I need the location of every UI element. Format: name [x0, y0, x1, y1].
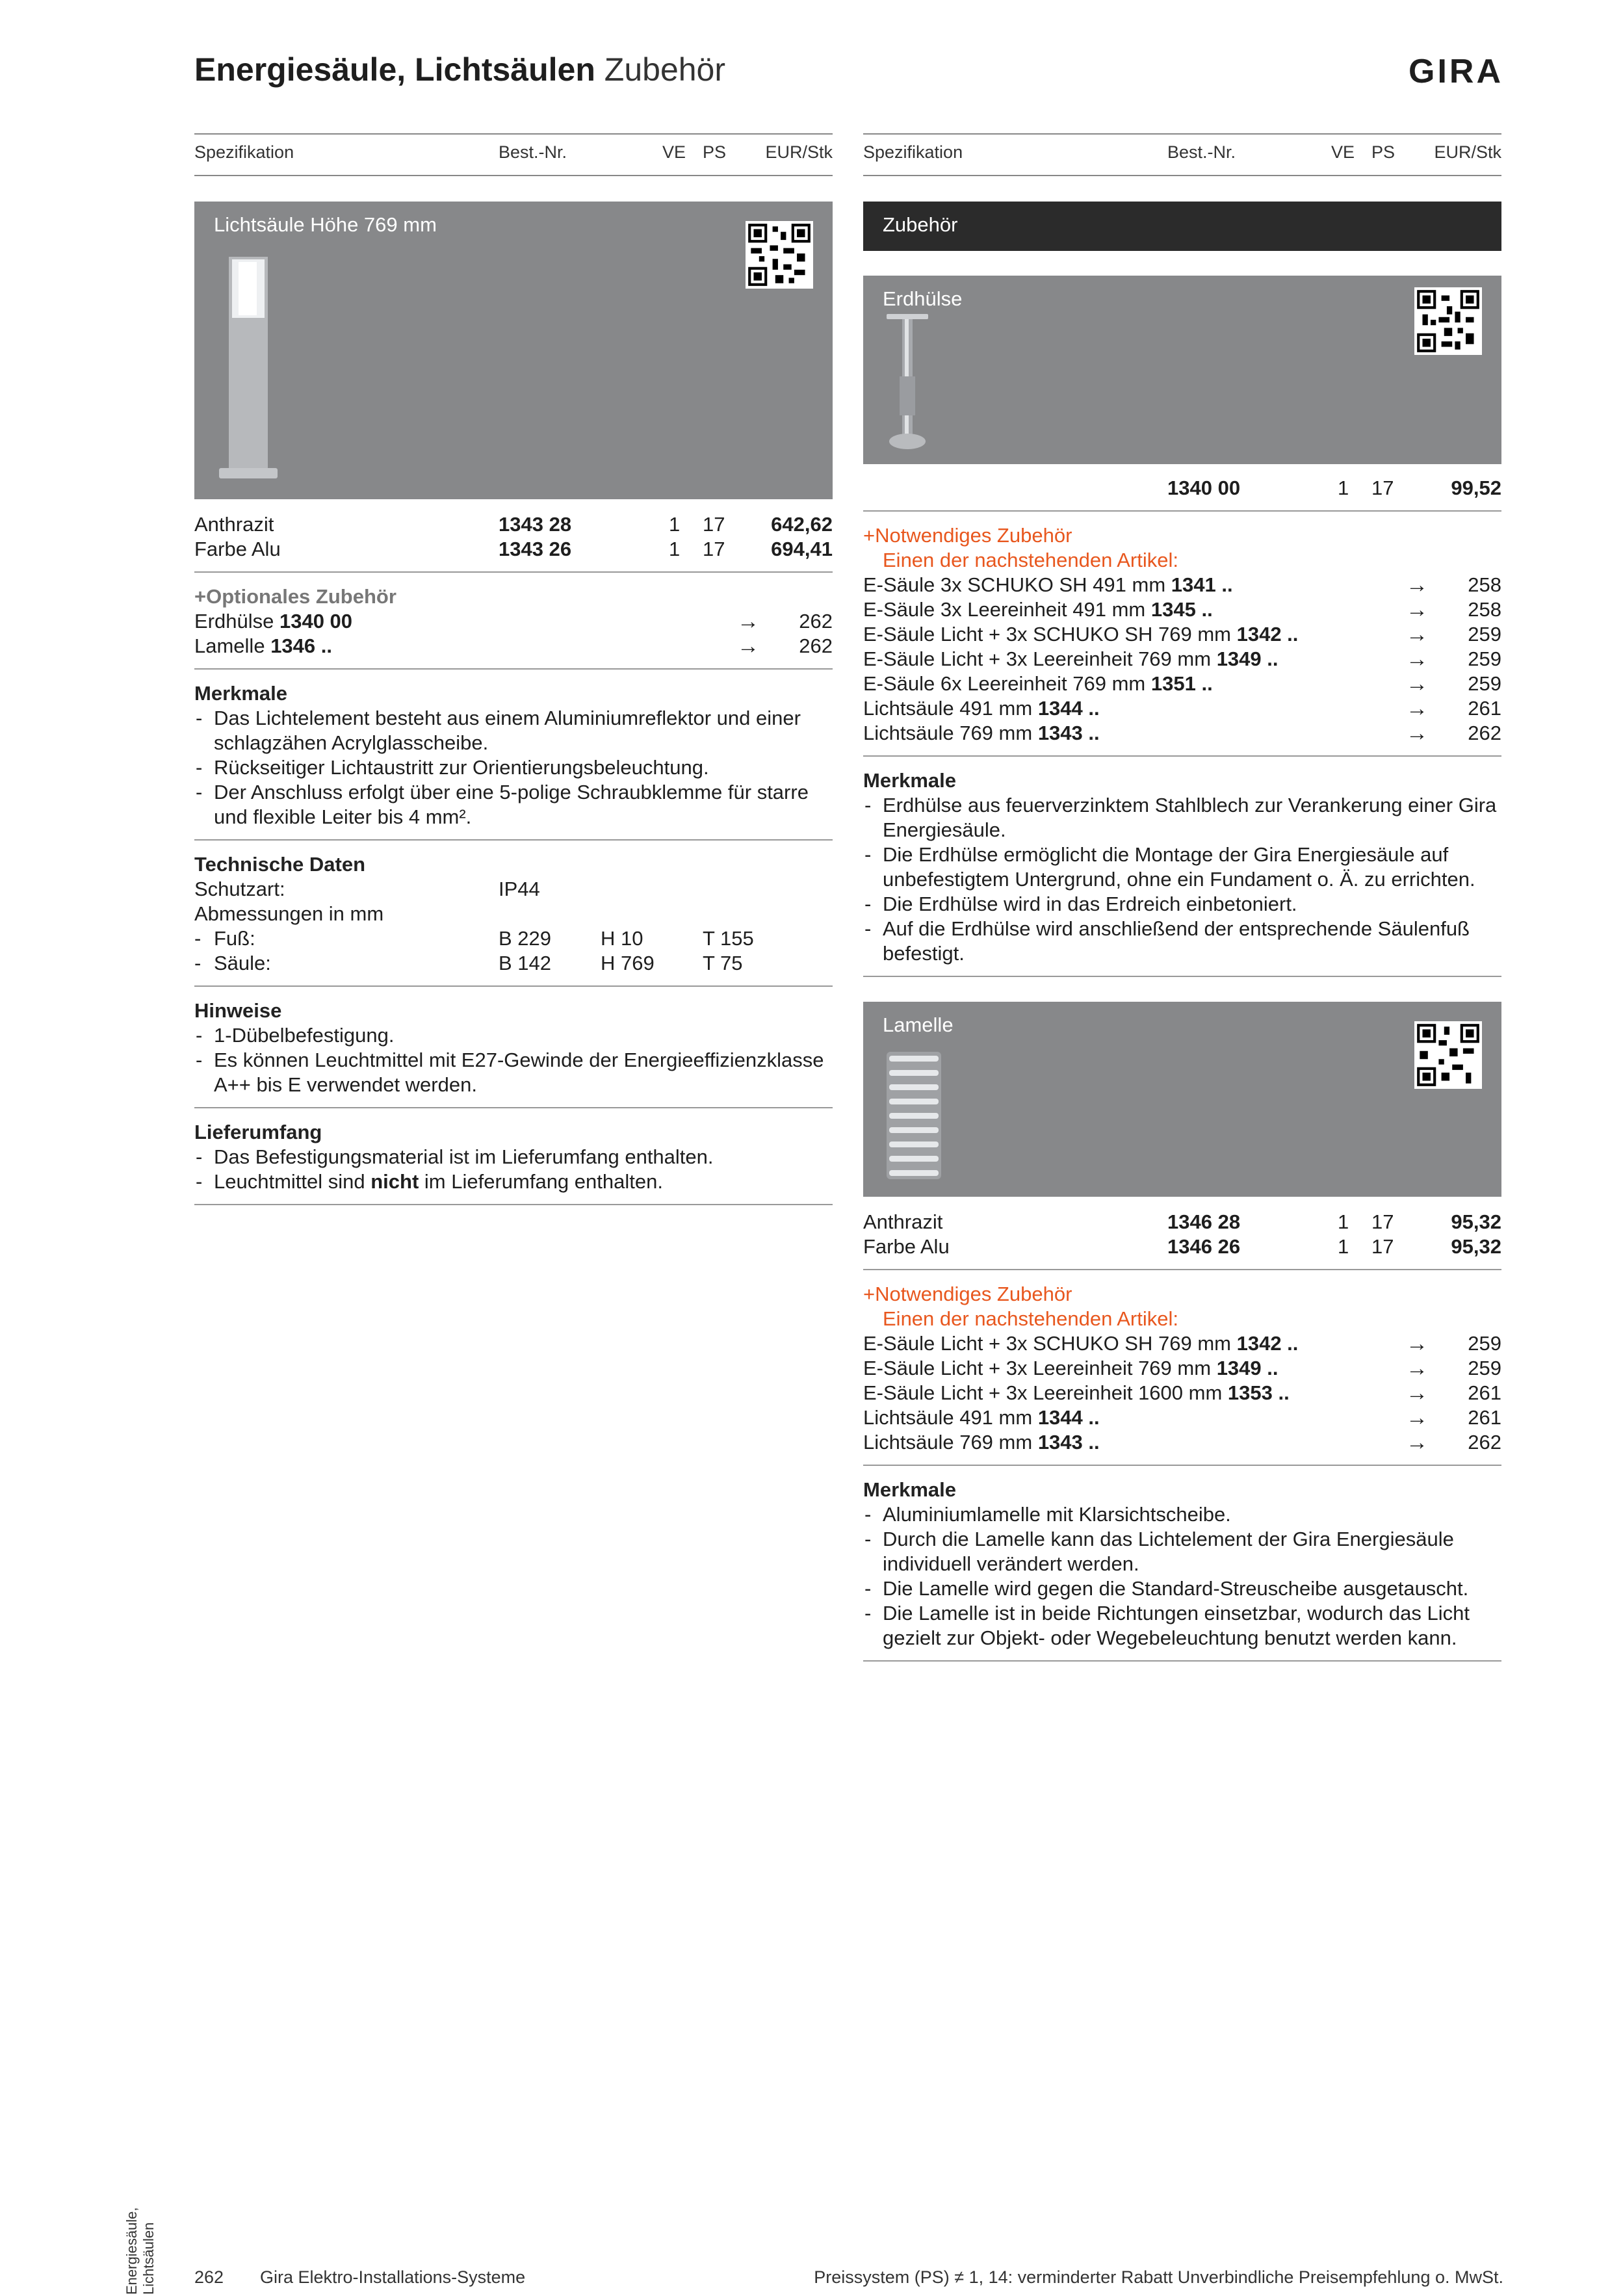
left-content — [194, 202, 833, 1217]
divider — [863, 510, 1501, 512]
list-item: - Der Anschluss erfolgt über eine 5-polige Schraubklemme für starre und flexible Leiter bis 4 mm². — [194, 780, 833, 829]
list-item: - Die Erdhülse wird in das Erdreich einbetoniert. — [863, 892, 1501, 917]
arrow-right-icon: → — [1406, 672, 1428, 696]
needed-item[interactable]: Lichtsäule 769 mm 1343 .. → 262 — [863, 721, 1501, 746]
erdhuelse-image — [883, 311, 935, 461]
col-best: Best.-Nr. — [499, 142, 567, 162]
qr-code-icon[interactable] — [1414, 287, 1482, 355]
needed-sub: Einen der nachstehenden Artikel: — [883, 549, 1178, 571]
list-item: - Rückseitiger Lichtaustritt zur Orientierungsbeleuchtung. — [194, 755, 833, 780]
list-item: - Es können Leuchtmittel mit E27-Gewinde der Energieeffizienzklasse A++ bis E verwendet werden. — [194, 1048, 833, 1097]
panel-title: Lichtsäule Höhe 769 mm — [214, 213, 437, 236]
needed-item[interactable]: E-Säule Licht + 3x Leereinheit 769 mm 1349 .. → 259 — [863, 647, 1501, 672]
arrow-right-icon: → — [1406, 1405, 1428, 1430]
gira-logo: GIRA — [1409, 53, 1503, 90]
tech-row: - Fuß: B 229 H 10 T 155 — [194, 927, 754, 950]
tech-row: Schutzart: IP44 — [194, 878, 540, 900]
merkmale-heading: Merkmale — [194, 682, 288, 705]
page-title — [194, 51, 725, 88]
column-header: Spezifikation Best.-Nr. VE PS EUR/Stk — [863, 142, 1501, 162]
divider — [194, 1107, 833, 1108]
header-rule — [194, 175, 833, 176]
optional-heading: +Optionales Zubehör — [194, 585, 396, 608]
needed-item[interactable]: E-Säule 3x Leereinheit 491 mm 1345 .. → 258 — [863, 597, 1501, 622]
divider — [194, 571, 833, 573]
merkmale-heading: Merkmale — [863, 1478, 957, 1501]
list-item: - Die Lamelle wird gegen die Standard-Streuscheibe ausgetauscht. — [863, 1576, 1501, 1601]
col-spec: Spezifikation — [194, 142, 294, 162]
list-item: - Die Lamelle ist in beide Richtungen einsetzbar, wodurch das Licht gezielt zur Objekt- oder Wegebeleuchtung benutzt werden kann. — [863, 1601, 1501, 1650]
page-title-light: Zubehör — [604, 51, 726, 88]
arrow-right-icon: → — [1406, 622, 1428, 647]
divider — [194, 985, 833, 987]
list-item: - Das Lichtelement besteht aus einem Aluminiumreflektor und einer schlagzähen Acrylglasscheibe. — [194, 706, 833, 755]
tech-row: - Säule: B 142 H 769 T 75 — [194, 952, 743, 974]
arrow-right-icon: → — [737, 634, 759, 659]
liefer-heading: Lieferumfang — [194, 1121, 322, 1143]
arrow-right-icon: → — [1406, 1356, 1428, 1381]
header-rule — [863, 133, 1501, 135]
divider — [194, 668, 833, 670]
product-panel-erdhuelse: Erdhülse — [863, 276, 1501, 464]
needed-list — [863, 573, 1501, 746]
list-item: - Das Befestigungsmaterial ist im Lieferumfang enthalten. — [194, 1145, 833, 1169]
product-row[interactable]: Farbe Alu 1343 26 1 17 694,41 — [194, 538, 833, 560]
needed-item[interactable]: Lichtsäule 491 mm 1344 .. → 261 — [863, 1405, 1501, 1430]
needed-item[interactable]: Lichtsäule 769 mm 1343 .. → 262 — [863, 1430, 1501, 1455]
arrow-right-icon: → — [1406, 647, 1428, 672]
needed-item[interactable]: E-Säule Licht + 3x Leereinheit 1600 mm 1353 .. → 261 — [863, 1381, 1501, 1405]
divider — [194, 839, 833, 841]
optional-row[interactable]: Erdhülse 1340 00 → 262 — [194, 609, 833, 634]
arrow-right-icon: → — [1406, 1381, 1428, 1405]
list-item: - Erdhülse aus feuerverzinktem Stahlblech zur Verankerung einer Gira Energiesäule. — [863, 793, 1501, 842]
side-tab: Energiesäule, Lichtsäulen — [123, 2207, 157, 2295]
col-ps: PS — [703, 142, 727, 162]
tech-heading: Technische Daten — [194, 853, 366, 876]
col-ve: VE — [662, 142, 686, 162]
list-item: - Auf die Erdhülse wird anschließend der entsprechende Säulenfuß befestigt. — [863, 917, 1501, 966]
qr-code-icon[interactable] — [746, 221, 813, 289]
column-header — [194, 142, 833, 168]
page-number: 262 — [194, 2267, 224, 2287]
optional-row[interactable]: Lamelle 1346 .. → 262 — [194, 634, 833, 659]
price-note: Preissystem (PS) ≠ 1, 14: verminderter Rabatt Unverbindliche Preisempfehlung o. MwSt. — [814, 2267, 1503, 2287]
list-item: - Leuchtmittel sind nicht im Lieferumfang enthalten. — [194, 1169, 833, 1194]
header-rule — [863, 175, 1501, 176]
needed-item[interactable]: E-Säule 6x Leereinheit 769 mm 1351 .. → 259 — [863, 672, 1501, 696]
needed-item[interactable]: E-Säule 3x SCHUKO SH 491 mm 1341 .. → 258 — [863, 573, 1501, 597]
hinweise-heading: Hinweise — [194, 999, 282, 1022]
right-content — [863, 202, 1501, 1673]
lichtsaeule-image — [213, 250, 284, 484]
arrow-right-icon: → — [1406, 1331, 1428, 1356]
divider — [863, 755, 1501, 757]
product-row[interactable]: Anthrazit 1343 28 1 17 642,62 — [194, 513, 833, 536]
tech-row: Abmessungen in mm — [194, 902, 384, 925]
product-row[interactable]: 1340 00 1 17 99,52 — [1167, 476, 1501, 499]
product-panel-lamelle: Lamelle — [863, 1002, 1501, 1197]
needed-item[interactable]: E-Säule Licht + 3x SCHUKO SH 769 mm 1342 .. → 259 — [863, 622, 1501, 647]
list-item: - Aluminiumlamelle mit Klarsichtscheibe. — [863, 1502, 1501, 1527]
merkmale-heading: Merkmale — [863, 769, 957, 792]
col-eur: EUR/Stk — [765, 142, 833, 162]
arrow-right-icon: → — [1406, 721, 1428, 746]
needed-item[interactable]: Lichtsäule 491 mm 1344 .. → 261 — [863, 696, 1501, 721]
needed-heading: +Notwendiges Zubehör — [863, 1283, 1072, 1305]
arrow-right-icon: → — [737, 609, 759, 634]
needed-item[interactable]: E-Säule Licht + 3x Leereinheit 769 mm 1349 .. → 259 — [863, 1356, 1501, 1381]
needed-item[interactable]: E-Säule Licht + 3x SCHUKO SH 769 mm 1342 .. → 259 — [863, 1331, 1501, 1356]
needed-sub: Einen der nachstehenden Artikel: — [883, 1307, 1178, 1330]
header-rule — [194, 133, 833, 135]
company-name: Gira Elektro-Installations-Systeme — [260, 2267, 526, 2287]
product-row[interactable]: Farbe Alu 1346 26 1 17 95,32 — [863, 1235, 1501, 1258]
needed-list — [863, 1331, 1501, 1455]
page-title-bold: Energiesäule, Lichtsäulen — [194, 51, 595, 88]
product-list — [194, 512, 833, 562]
zubehoer-bar: Zubehör — [863, 202, 1501, 251]
arrow-right-icon: → — [1406, 1430, 1428, 1455]
list-item: - Durch die Lamelle kann das Lichtelement der Gira Energiesäule individuell verändert werden. — [863, 1527, 1501, 1576]
divider — [194, 1204, 833, 1205]
divider — [863, 1465, 1501, 1466]
list-item: - 1-Dübelbefestigung. — [194, 1023, 833, 1048]
arrow-right-icon: → — [1406, 573, 1428, 597]
lamelle-image — [881, 1050, 946, 1181]
divider — [863, 1269, 1501, 1270]
qr-code-icon[interactable] — [1414, 1021, 1482, 1089]
needed-heading: +Notwendiges Zubehör — [863, 524, 1072, 547]
divider — [863, 1660, 1501, 1662]
arrow-right-icon: → — [1406, 597, 1428, 622]
product-row[interactable]: Anthrazit 1346 28 1 17 95,32 — [863, 1210, 1501, 1233]
divider — [863, 976, 1501, 977]
arrow-right-icon: → — [1406, 696, 1428, 721]
list-item: - Die Erdhülse ermöglicht die Montage der Gira Energiesäule auf unbefestigtem Untergrund, ohne ein Fundament o. Ä. zu errichten. — [863, 842, 1501, 892]
product-panel-lichtsaeule — [194, 202, 833, 499]
